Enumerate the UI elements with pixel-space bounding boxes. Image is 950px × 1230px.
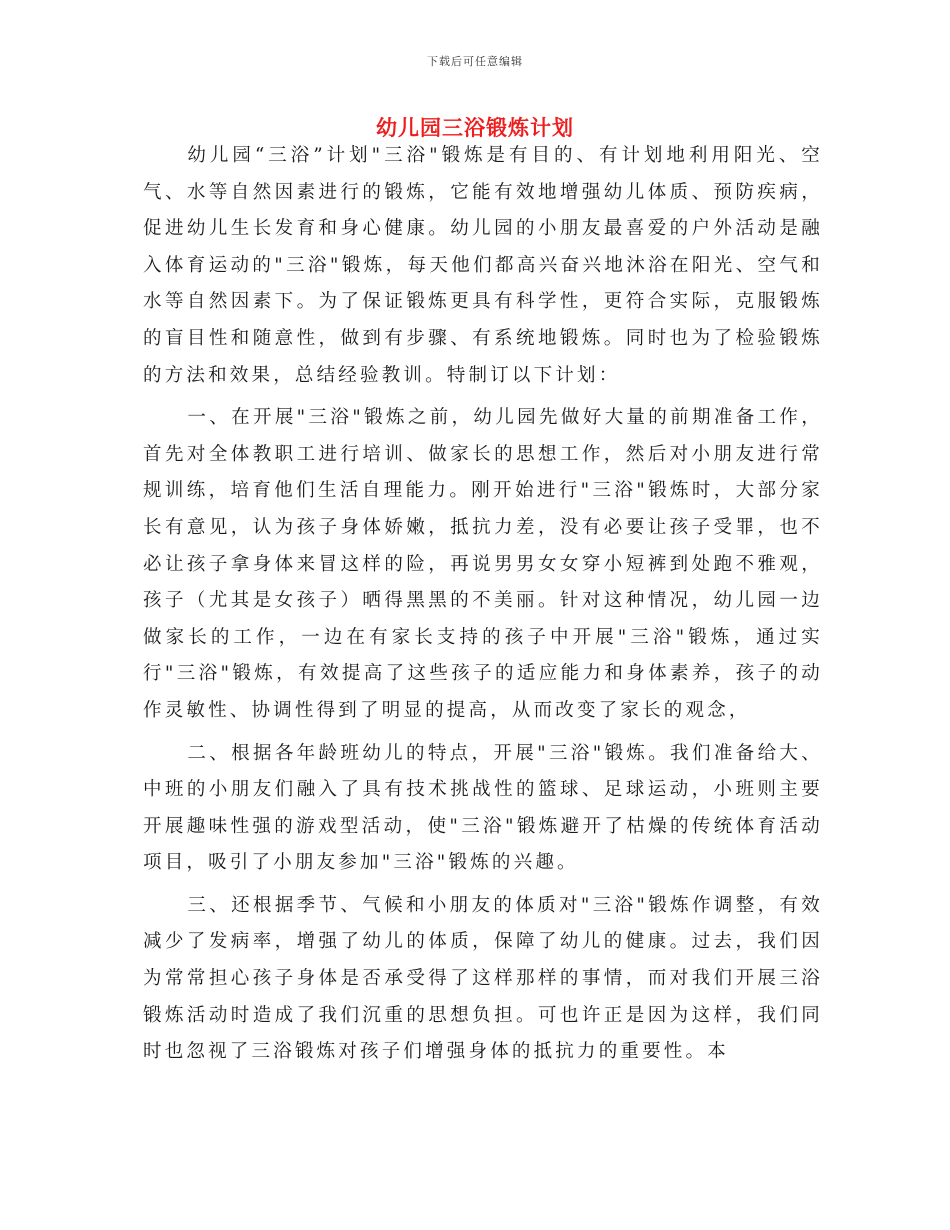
paragraph-section-3: 三、还根据季节、气候和小朋友的体质对"三浴"锻炼作调整，有效减少了发病率，增强了幼儿的体质，保障了幼儿的健康。过去，我们因为常常担心孩子身体是否承受得了这样那样的事情，而对我们开展三浴锻炼活动时造成了我们沉重的思想负担。可也许正是因为这样，我们同时也忽视了三浴锻炼对孩子们增强身体的抵抗力的重要性。本 (143, 894, 823, 1063)
paragraph-section-1: 一、在开展"三浴"锻炼之前，幼儿园先做好大量的前期准备工作，首先对全体教职工进行培训、做家长的思想工作，然后对小朋友进行常规训练，培育他们生活自理能力。刚开始进行"三浴"锻炼时，大部分家长有意见，认为孩子身体娇嫩，抵抗力差，没有必要让孩子受罪，也不必让孩子拿身体来冒这样的险，再说男男女女穿小短裤到处跑不雅观，孩子（尤其是女孩子）晒得黑黑的不美丽。针对这种情况，幼儿园一边做家长的工作，一边在有家长支持的孩子中开展"三浴"锻炼，通过实行"三浴"锻炼，有效提高了这些孩子的适应能力和身体素养，孩子的动作灵敏性、协调性得到了明显的提高，从而改变了家长的观念， (143, 407, 823, 721)
paragraph-intro: 幼儿园“三浴”计划"三浴"锻炼是有目的、有计划地利用阳光、空气、水等自然因素进行的锻炼，它能有效地增强幼儿体质、预防疾病，促进幼儿生长发育和身心健康。幼儿园的小朋友最喜爱的户外活动是融入体育运动的"三浴"锻炼，每天他们都高兴奋兴地沐浴在阳光、空气和水等自然因素下。为了保证锻炼更具有科学性，更符合实际，克服锻炼的盲目性和随意性，做到有步骤、有系统地锻炼。同时也为了检验锻炼的方法和效果，总结经验教训。特制订以下计划： (143, 145, 823, 386)
document-body (143, 138, 823, 1077)
document-title: 幼儿园三浴锻炼计划 (376, 116, 574, 140)
header-note: 下载后可任意编辑 (427, 55, 523, 68)
paragraph-section-2: 二、根据各年龄班幼儿的特点，开展"三浴"锻炼。我们准备给大、中班的小朋友们融入了具有技术挑战性的篮球、足球运动，小班则主要开展趣味性强的游戏型活动，使"三浴"锻炼避开了枯燥的传统体育活动项目，吸引了小朋友参加"三浴"锻炼的兴趣。 (143, 742, 823, 874)
